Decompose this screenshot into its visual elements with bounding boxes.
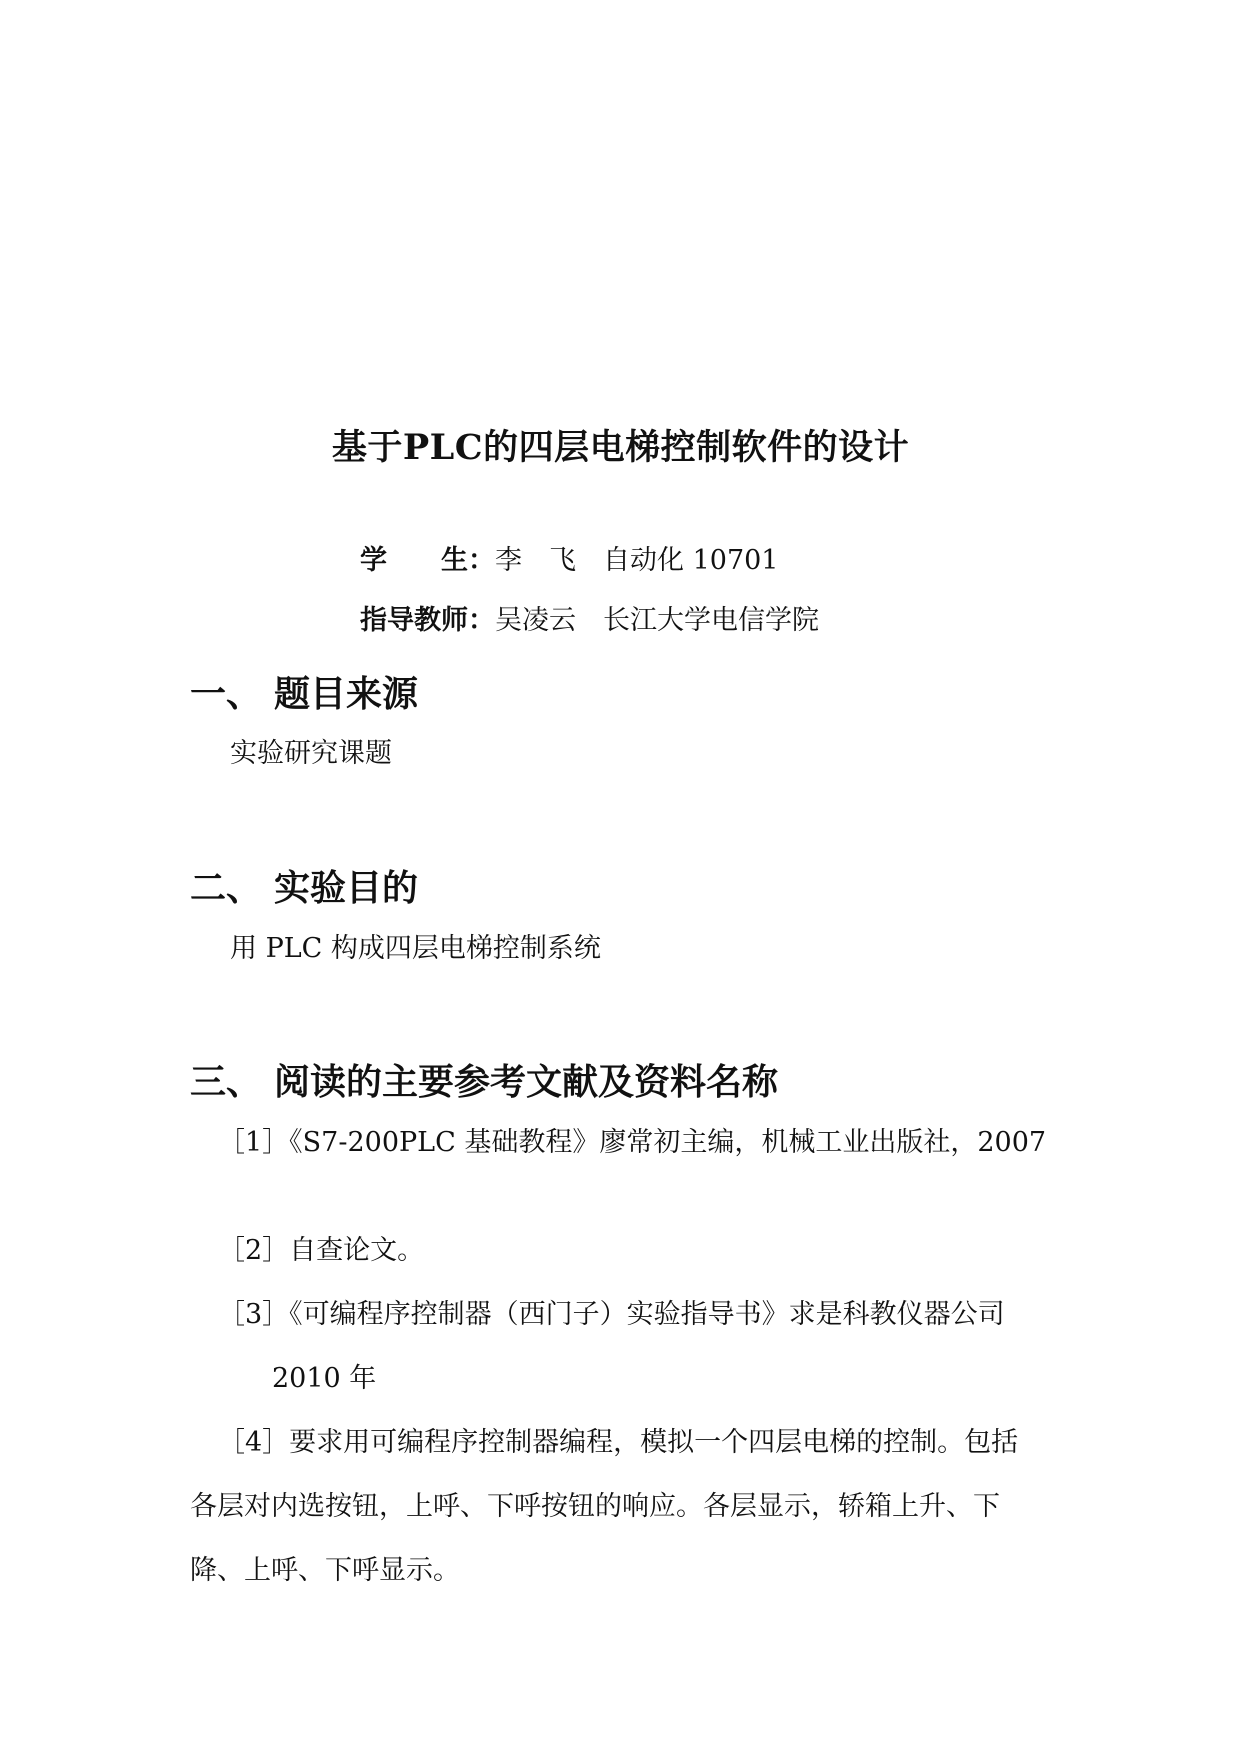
section-heading-references xyxy=(190,1054,778,1105)
section-number: 二、 xyxy=(190,868,263,909)
reference-item-3-continuation: 2010 年 xyxy=(272,1363,377,1394)
section-heading-source xyxy=(190,666,418,717)
section-title: 阅读的主要参考文献及资料名称 xyxy=(274,1062,779,1103)
section-body-purpose: 用 PLC 构成四层电梯控制系统 xyxy=(230,933,601,964)
reference-item-4-line-2: 各层对内选按钮，上呼、下呼按钮的响应。各层显示，轿箱上升、下 xyxy=(190,1491,1000,1522)
advisor-label: 指导教师： xyxy=(360,605,495,636)
student-label: 学 生： xyxy=(360,545,495,576)
section-title: 实验目的 xyxy=(274,868,419,909)
reference-item-4: ［4］要求用可编程序控制器编程，模拟一个四层电梯的控制。包括 xyxy=(218,1427,1019,1458)
reference-item-4-line-3: 降、上呼、下呼显示。 xyxy=(190,1555,460,1586)
section-number: 一、 xyxy=(190,674,263,715)
reference-item-2: ［2］自查论文。 xyxy=(218,1235,425,1266)
student-value: 李 飞 自动化 10701 xyxy=(495,545,779,576)
section-title: 题目来源 xyxy=(274,674,419,715)
student-row xyxy=(360,538,778,577)
reference-item-1: ［1］《S7-200PLC 基础教程》廖常初主编，机械工业出版社，2007 xyxy=(218,1127,1047,1158)
advisor-row xyxy=(360,598,819,637)
section-body-source: 实验研究课题 xyxy=(230,738,392,769)
advisor-value: 吴凌云 长江大学电信学院 xyxy=(495,605,819,636)
document-title: 基于PLC的四层电梯控制软件的设计 xyxy=(331,427,910,468)
section-number: 三、 xyxy=(190,1062,263,1103)
reference-item-3: ［3］《可编程序控制器（西门子）实验指导书》求是科教仪器公司 xyxy=(218,1299,1005,1330)
section-heading-purpose xyxy=(190,860,418,911)
